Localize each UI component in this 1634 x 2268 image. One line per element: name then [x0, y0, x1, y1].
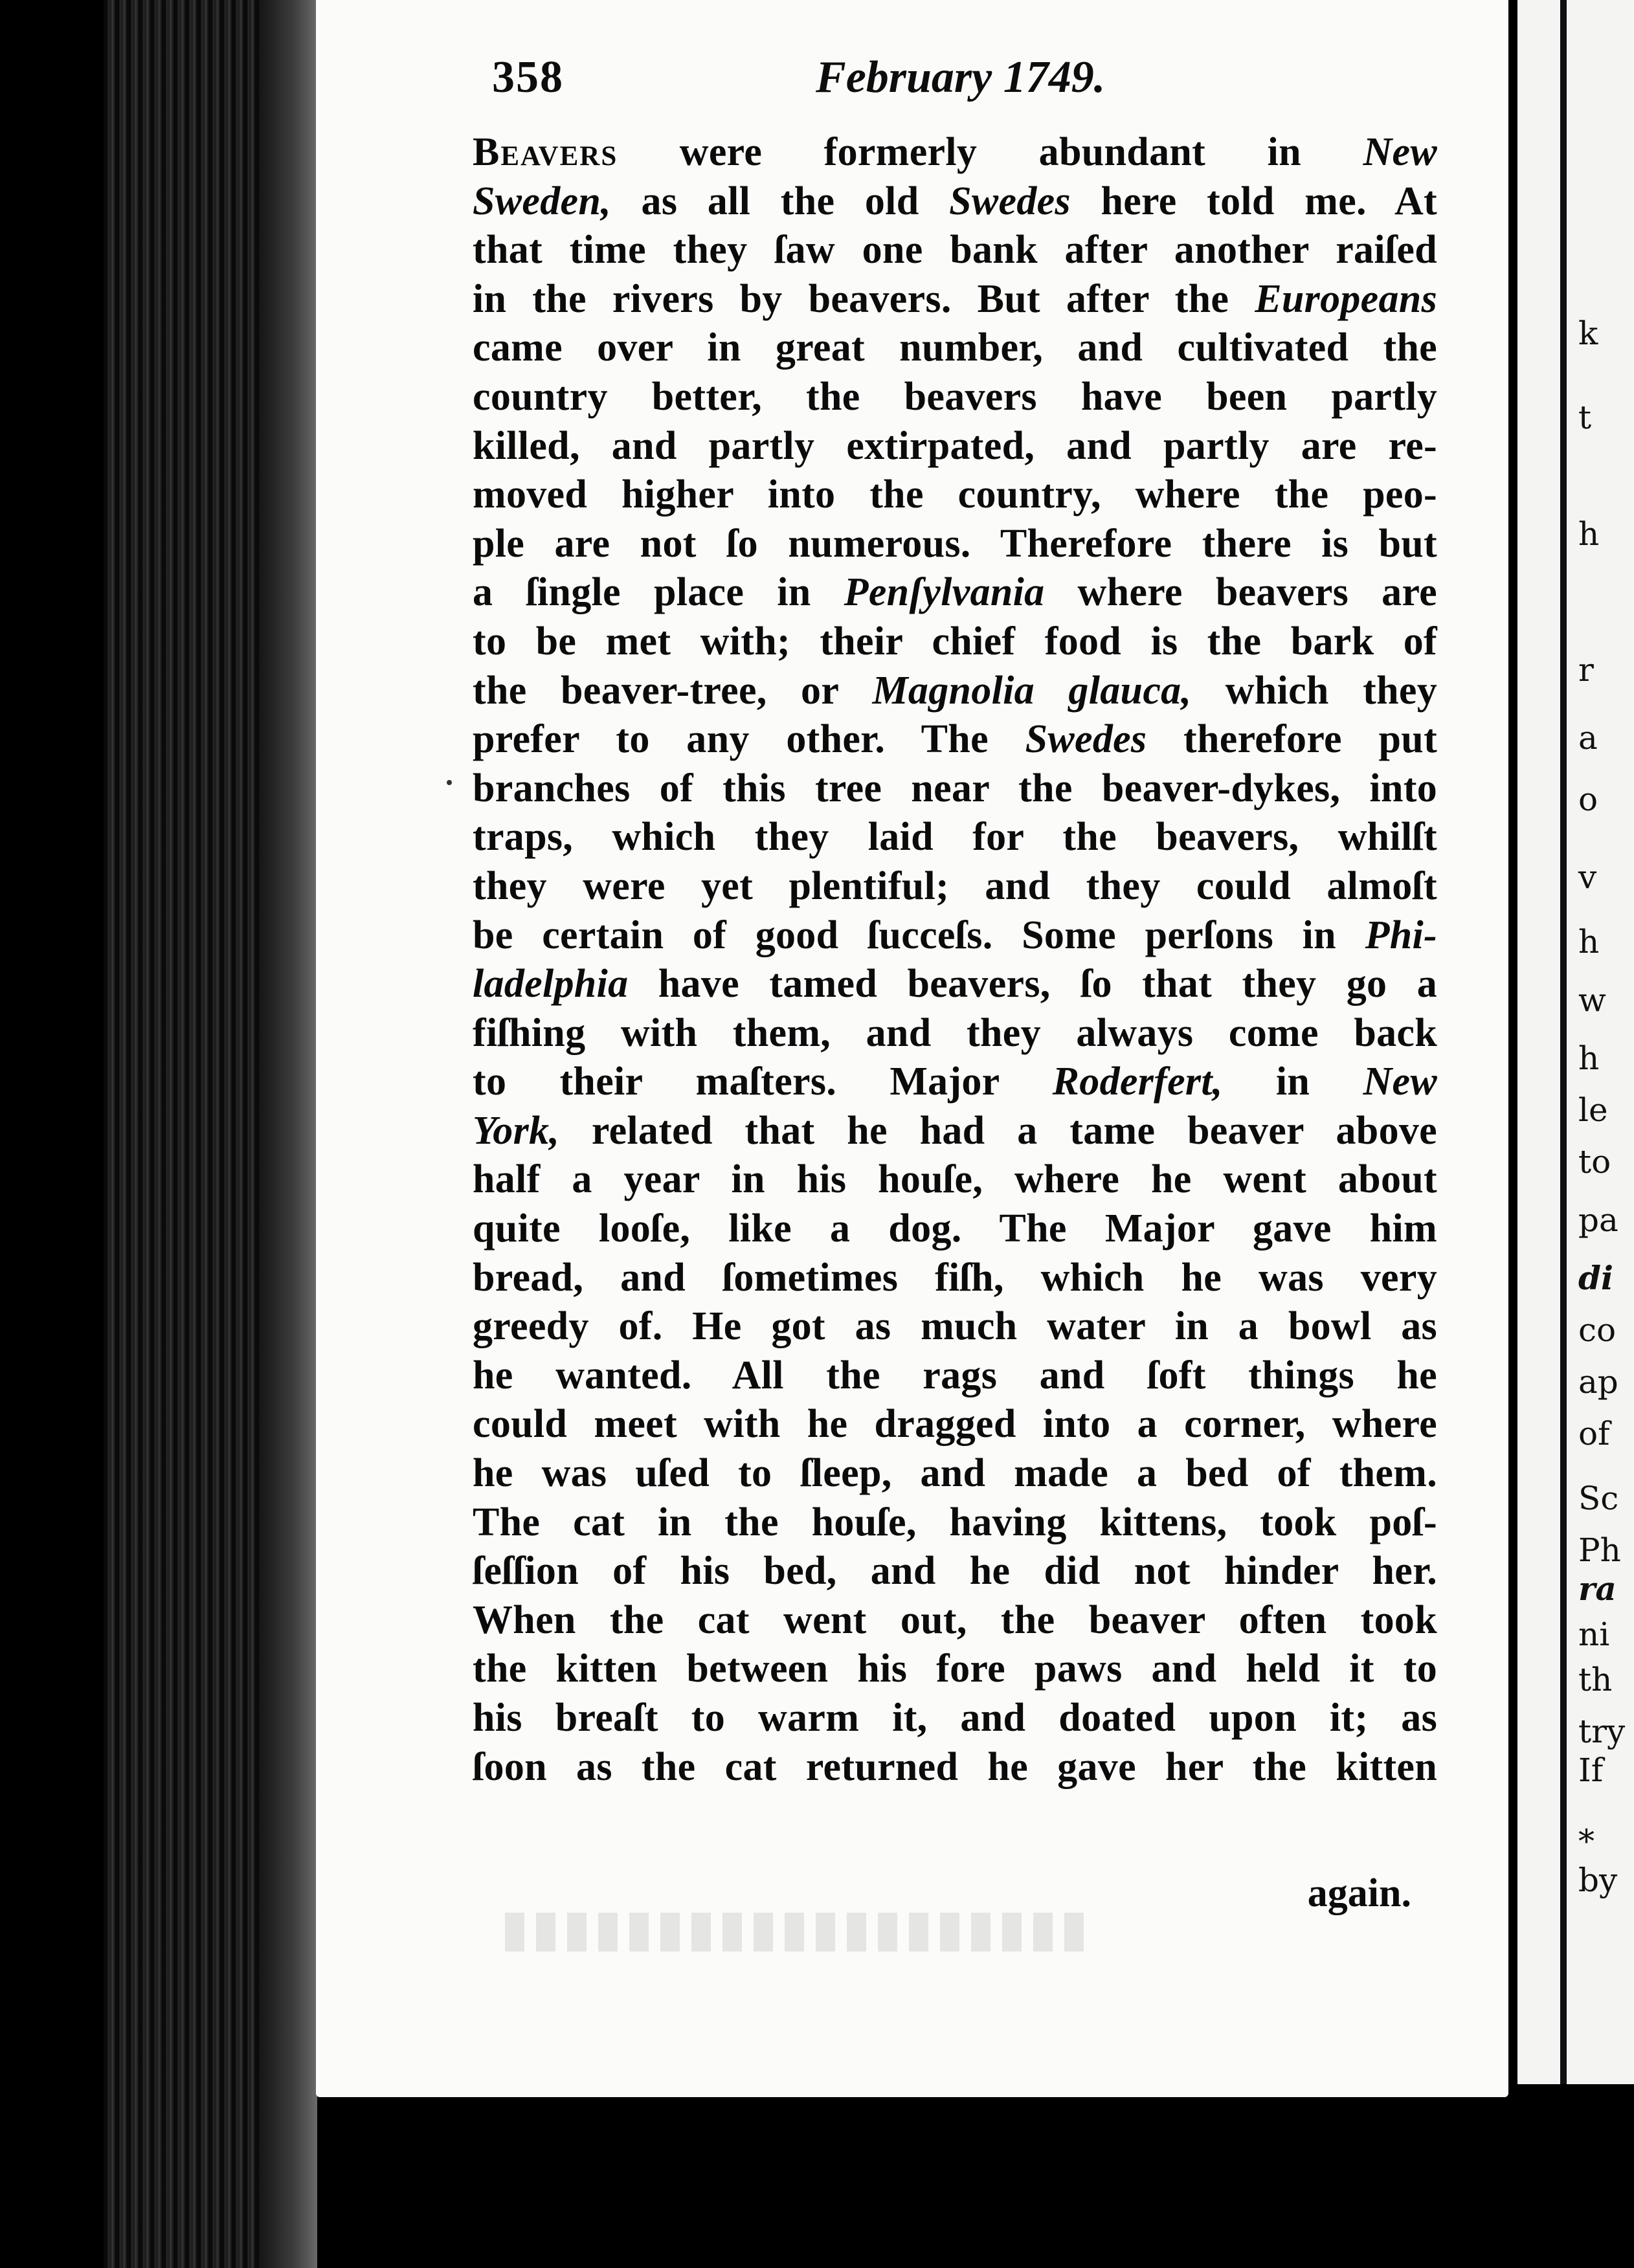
- text-run: therefore put: [1147, 717, 1438, 762]
- text-run: in: [1222, 1060, 1363, 1104]
- facing-page-fragment: co: [1578, 1311, 1617, 1349]
- text-line: [473, 1743, 1437, 1792]
- text-line: [473, 324, 1437, 373]
- text-run: ple are not ſo numerous. Therefore there is but: [473, 521, 1437, 566]
- text-run: ſeſſion of his bed, and he did not hinder her.: [473, 1549, 1437, 1594]
- running-title: February 1749.: [816, 52, 1106, 102]
- text-line: [473, 764, 1437, 814]
- text-line: [473, 422, 1437, 471]
- facing-page-fragment: ni: [1578, 1616, 1610, 1653]
- text-line: [473, 275, 1437, 324]
- facing-page-fragment: Ph: [1578, 1531, 1621, 1569]
- text-run: could meet with he dragged into a corner, where: [473, 1402, 1437, 1447]
- show-through-text: [505, 1913, 1088, 1951]
- text-line: [473, 373, 1437, 422]
- facing-page-fragment: le: [1578, 1091, 1608, 1129]
- text-line: [473, 862, 1437, 911]
- text-run: they were yet plentiful; and they could almoſt: [473, 863, 1437, 908]
- text-run: the kitten between his fore paws and held it to: [473, 1647, 1437, 1691]
- text-line: [473, 1498, 1437, 1548]
- facing-page-fragment: ra: [1578, 1570, 1617, 1608]
- facing-page-shadow: [1560, 0, 1567, 2084]
- text-run: related that he had a tame beaver above: [559, 1108, 1437, 1153]
- text-line: [473, 568, 1437, 617]
- text-run: York,: [473, 1108, 560, 1153]
- text-run: here told me. At: [1070, 179, 1437, 223]
- facing-page-fragment: h: [1578, 923, 1600, 961]
- text-line: [473, 960, 1437, 1009]
- text-line: [473, 1400, 1437, 1449]
- binding-shadow: [259, 0, 317, 2268]
- text-line: [473, 1205, 1437, 1254]
- text-run: branches of this tree near the beaver-dykes, into: [473, 766, 1437, 810]
- text-run: have tamed beavers, ſo that they go a: [628, 962, 1437, 1006]
- text-run: Swedes: [949, 179, 1071, 223]
- facing-page-fragment: a: [1578, 719, 1598, 757]
- facing-page-fragment: of: [1578, 1415, 1610, 1452]
- text-run: When the cat went out, the beaver often took: [473, 1597, 1437, 1642]
- text-run: ſoon as the cat returned he gave her the kitten: [473, 1744, 1437, 1789]
- facing-page-fragment: to: [1578, 1143, 1611, 1181]
- text-run: to their maſters. Major: [473, 1060, 1053, 1104]
- text-run: prefer to any other. The: [473, 717, 1025, 762]
- paper-speck: [447, 780, 452, 785]
- text-run: where beavers are: [1044, 570, 1437, 615]
- text-run: The cat in the houſe, having kittens, took poſ-: [473, 1500, 1437, 1544]
- text-run: ladelphia: [473, 962, 629, 1006]
- text-run: killed, and partly extirpated, and partly are re-: [473, 423, 1437, 468]
- text-run: were formerly abundant in: [618, 130, 1363, 174]
- facing-page-fragment: pa: [1578, 1201, 1618, 1239]
- text-run: as all the old: [610, 179, 950, 223]
- text-run: bread, and ſometimes fiſh, which he was very: [473, 1255, 1437, 1300]
- text-run: which they: [1191, 668, 1437, 713]
- facing-page-fragment: try: [1578, 1713, 1626, 1750]
- text-run: that time they ſaw one bank after another raiſed: [473, 228, 1437, 272]
- text-run: Beavers: [473, 130, 618, 174]
- text-line: [473, 1596, 1437, 1645]
- facing-page-fragment: v: [1578, 858, 1597, 896]
- text-line: [473, 667, 1437, 716]
- text-run: to be met with; their chief food is the bark of: [473, 619, 1437, 663]
- text-run: quite looſe, like a dog. The Major gave him: [473, 1206, 1437, 1251]
- text-line: [473, 1351, 1437, 1401]
- text-run: in the rivers by beavers. But after the: [473, 276, 1255, 321]
- text-line: [473, 226, 1437, 275]
- facing-page-fragment: by: [1578, 1862, 1618, 1899]
- facing-page-fragment: r: [1578, 651, 1594, 689]
- text-line: [473, 1254, 1437, 1303]
- text-line: [473, 813, 1437, 862]
- text-line: [473, 1302, 1437, 1351]
- text-line: [473, 520, 1437, 569]
- text-line: [473, 471, 1437, 520]
- text-line: [473, 1547, 1437, 1596]
- facing-page-fragment: h: [1578, 515, 1600, 553]
- text-run: country better, the beavers have been partly: [473, 374, 1437, 419]
- text-line: [473, 715, 1437, 764]
- gutter: [1508, 0, 1517, 2268]
- text-run: Sweden,: [473, 179, 611, 223]
- text-run: Roderfert,: [1052, 1060, 1223, 1104]
- text-run: the beaver-tree, or: [473, 668, 873, 713]
- facing-page-fragment: k: [1578, 315, 1598, 352]
- text-run: traps, which they laid for the beavers, whilſt: [473, 815, 1437, 860]
- running-head: [492, 52, 1431, 117]
- text-run: moved higher into the country, where the peo-: [473, 472, 1437, 517]
- text-line: [473, 177, 1437, 227]
- text-line: [473, 1155, 1437, 1205]
- text-line: [473, 1058, 1437, 1107]
- text-run: Penſylvania: [844, 570, 1045, 615]
- body-text: [473, 128, 1437, 1792]
- text-run: greedy of. He got as much water in a bowl as: [473, 1304, 1437, 1349]
- facing-page-fragment: w: [1578, 981, 1606, 1019]
- catchword: again.: [1307, 1871, 1411, 1915]
- facing-page-fragment: t: [1578, 399, 1592, 436]
- text-line: [473, 1009, 1437, 1058]
- facing-page-fragment: th: [1578, 1661, 1613, 1698]
- facing-page-fragment: o: [1578, 781, 1598, 818]
- page-number: 358: [492, 52, 564, 102]
- text-line: [473, 1107, 1437, 1156]
- text-line: [473, 128, 1437, 177]
- facing-page-fragment: ap: [1578, 1363, 1618, 1401]
- text-run: New: [1363, 130, 1437, 174]
- facing-page-fragment: *: [1578, 1823, 1595, 1860]
- text-line: [473, 617, 1437, 667]
- text-run: New: [1363, 1060, 1437, 1104]
- text-run: Magnolia glauca,: [872, 668, 1192, 713]
- text-run: Swedes: [1025, 717, 1147, 762]
- text-line: [473, 1449, 1437, 1498]
- text-run: he was uſed to ſleep, and made a bed of them.: [473, 1451, 1437, 1496]
- facing-page-fragment: If: [1578, 1751, 1604, 1789]
- text-line: [473, 911, 1437, 961]
- text-run: his breaſt to warm it, and doated upon it; as: [473, 1696, 1437, 1740]
- facing-page-fragment: h: [1578, 1040, 1600, 1077]
- text-run: a ſingle place in: [473, 570, 844, 615]
- text-run: half a year in his houſe, where he went about: [473, 1157, 1437, 1202]
- text-run: Phi-: [1365, 913, 1437, 957]
- text-run: he wanted. All the rags and ſoft things he: [473, 1353, 1437, 1397]
- text-run: fiſhing with them, and they always come back: [473, 1010, 1437, 1055]
- facing-page-fragment: di: [1578, 1259, 1613, 1297]
- text-run: Europeans: [1255, 276, 1437, 321]
- text-run: came over in great number, and cultivated the: [473, 326, 1437, 370]
- facing-page-fragment: Sc: [1578, 1480, 1619, 1517]
- text-run: be certain of good ſucceſs. Some perſons in: [473, 913, 1365, 957]
- text-line: [473, 1694, 1437, 1743]
- facing-page-fragments: [1578, 0, 1634, 2071]
- text-line: [473, 1645, 1437, 1694]
